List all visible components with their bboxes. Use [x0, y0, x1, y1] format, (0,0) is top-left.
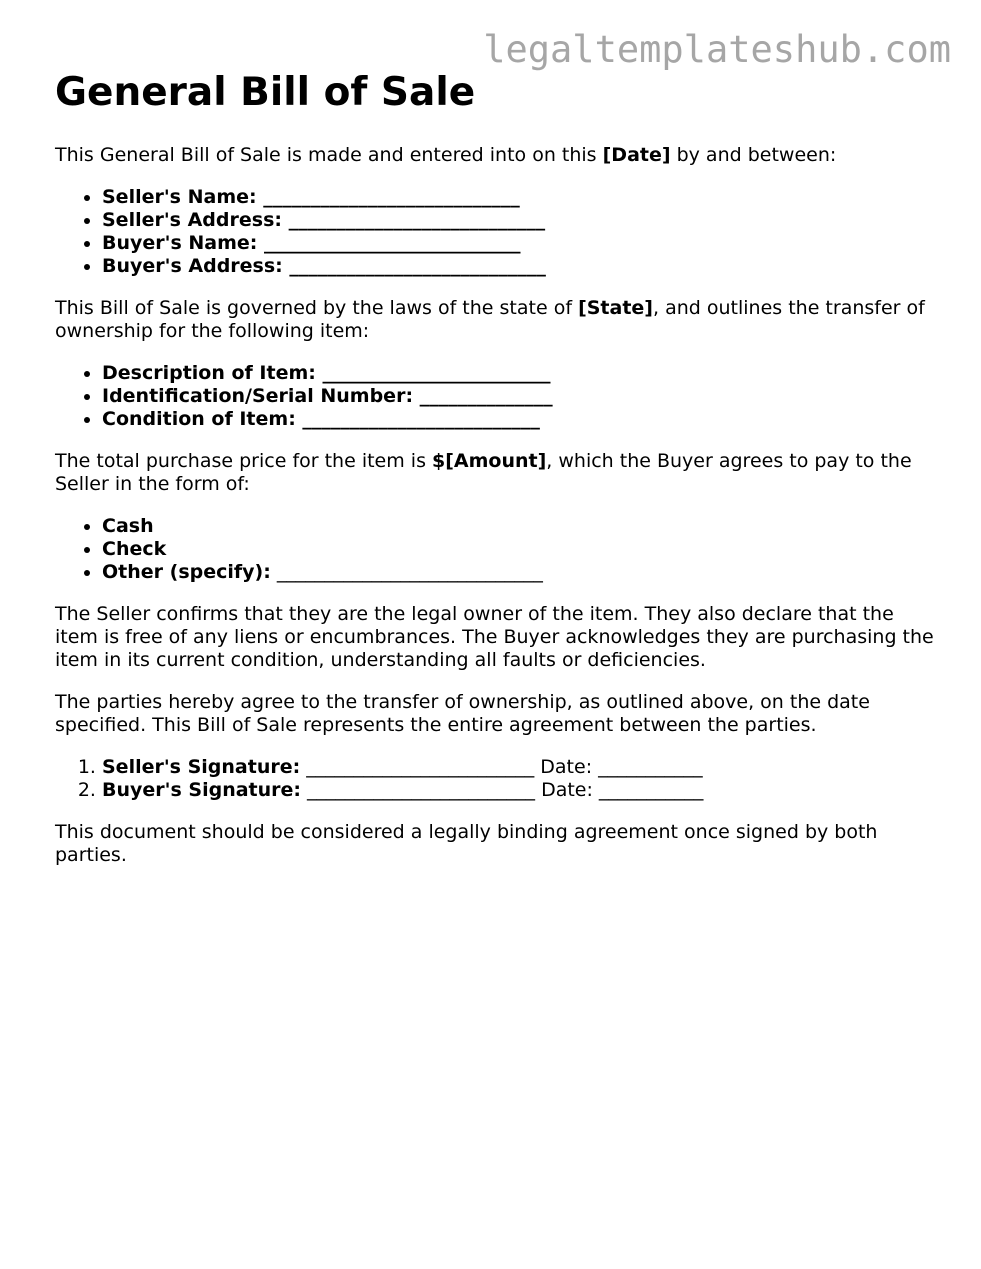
- field-label: Seller's Name:: [102, 186, 257, 208]
- list-item: [102, 756, 935, 779]
- governed-text: This Bill of Sale is governed by the laws of the state of: [55, 297, 579, 319]
- list-item: [102, 209, 935, 232]
- closing-paragraph: This document should be considered a legally binding agreement once signed by both parties.: [55, 821, 878, 866]
- payment-label: Check: [102, 538, 167, 560]
- watermark: legaltemplateshub.com: [483, 28, 951, 71]
- price-text: The total purchase price for the item is: [55, 450, 433, 472]
- agree-paragraph: The parties hereby agree to the transfer of ownership, as outlined above, on the date specified. This Bill of Sale represents the entire agreement between the parties.: [55, 691, 870, 736]
- parties-list: [55, 186, 935, 278]
- field-label: Identification/Serial Number:: [102, 385, 414, 407]
- list-item: [102, 779, 935, 802]
- governed-text-end: , and outlines the transfer of ownership for the following item:: [55, 297, 925, 342]
- list-item: [102, 255, 935, 278]
- fill-blank: ________________________: [315, 362, 551, 384]
- fill-blank: ____________________________: [270, 561, 543, 583]
- fill-blank: ___________________________: [257, 232, 521, 254]
- payment-methods-list: [55, 515, 935, 584]
- list-item: [102, 538, 935, 561]
- payment-label: Cash: [102, 515, 154, 537]
- signatures-list: [55, 756, 935, 802]
- intro-paragraph: [55, 144, 935, 167]
- list-item: [102, 362, 935, 385]
- list-item: [102, 561, 935, 584]
- fill-blank: ______________: [413, 385, 553, 407]
- document-body: [55, 70, 935, 886]
- item-details-list: [55, 362, 935, 431]
- price-paragraph: [55, 450, 935, 496]
- signature-blank: ________________________ Date: ___________: [301, 779, 704, 801]
- amount-placeholder: $[Amount]: [432, 450, 547, 472]
- price-text-end: , which the Buyer agrees to pay to the Seller in the form of:: [55, 450, 912, 495]
- fill-blank: ___________________________: [281, 209, 546, 231]
- field-label: Buyer's Address:: [102, 255, 283, 277]
- list-item: [102, 232, 935, 255]
- field-label: Seller's Address:: [102, 209, 282, 231]
- list-item: [102, 515, 935, 538]
- list-item: [102, 186, 935, 209]
- document-title: General Bill of Sale: [55, 70, 476, 115]
- field-label: Description of Item:: [102, 362, 316, 384]
- intro-text: This General Bill of Sale is made and entered into on this: [55, 144, 603, 166]
- intro-text-end: by and between:: [670, 144, 837, 166]
- list-item: [102, 385, 935, 408]
- payment-label: Other (specify):: [102, 561, 271, 583]
- list-item: [102, 408, 935, 431]
- date-placeholder: [Date]: [602, 144, 671, 166]
- signature-blank: ________________________ Date: ___________: [300, 756, 703, 778]
- signature-label: Buyer's Signature:: [102, 779, 301, 801]
- fill-blank: _________________________: [295, 408, 540, 430]
- fill-blank: ___________________________: [256, 186, 520, 208]
- confirm-paragraph: The Seller confirms that they are the legal owner of the item. They also declare that the item is free of any liens or encumbrances. The Buyer acknowledges they are purchasing the item in its current condition, understanding all faults or deficiencies.: [55, 603, 934, 671]
- fill-blank: ___________________________: [282, 255, 546, 277]
- field-label: Buyer's Name:: [102, 232, 258, 254]
- signature-label: Seller's Signature:: [102, 756, 301, 778]
- state-placeholder: [State]: [578, 297, 653, 319]
- governed-paragraph: [55, 297, 935, 343]
- field-label: Condition of Item:: [102, 408, 296, 430]
